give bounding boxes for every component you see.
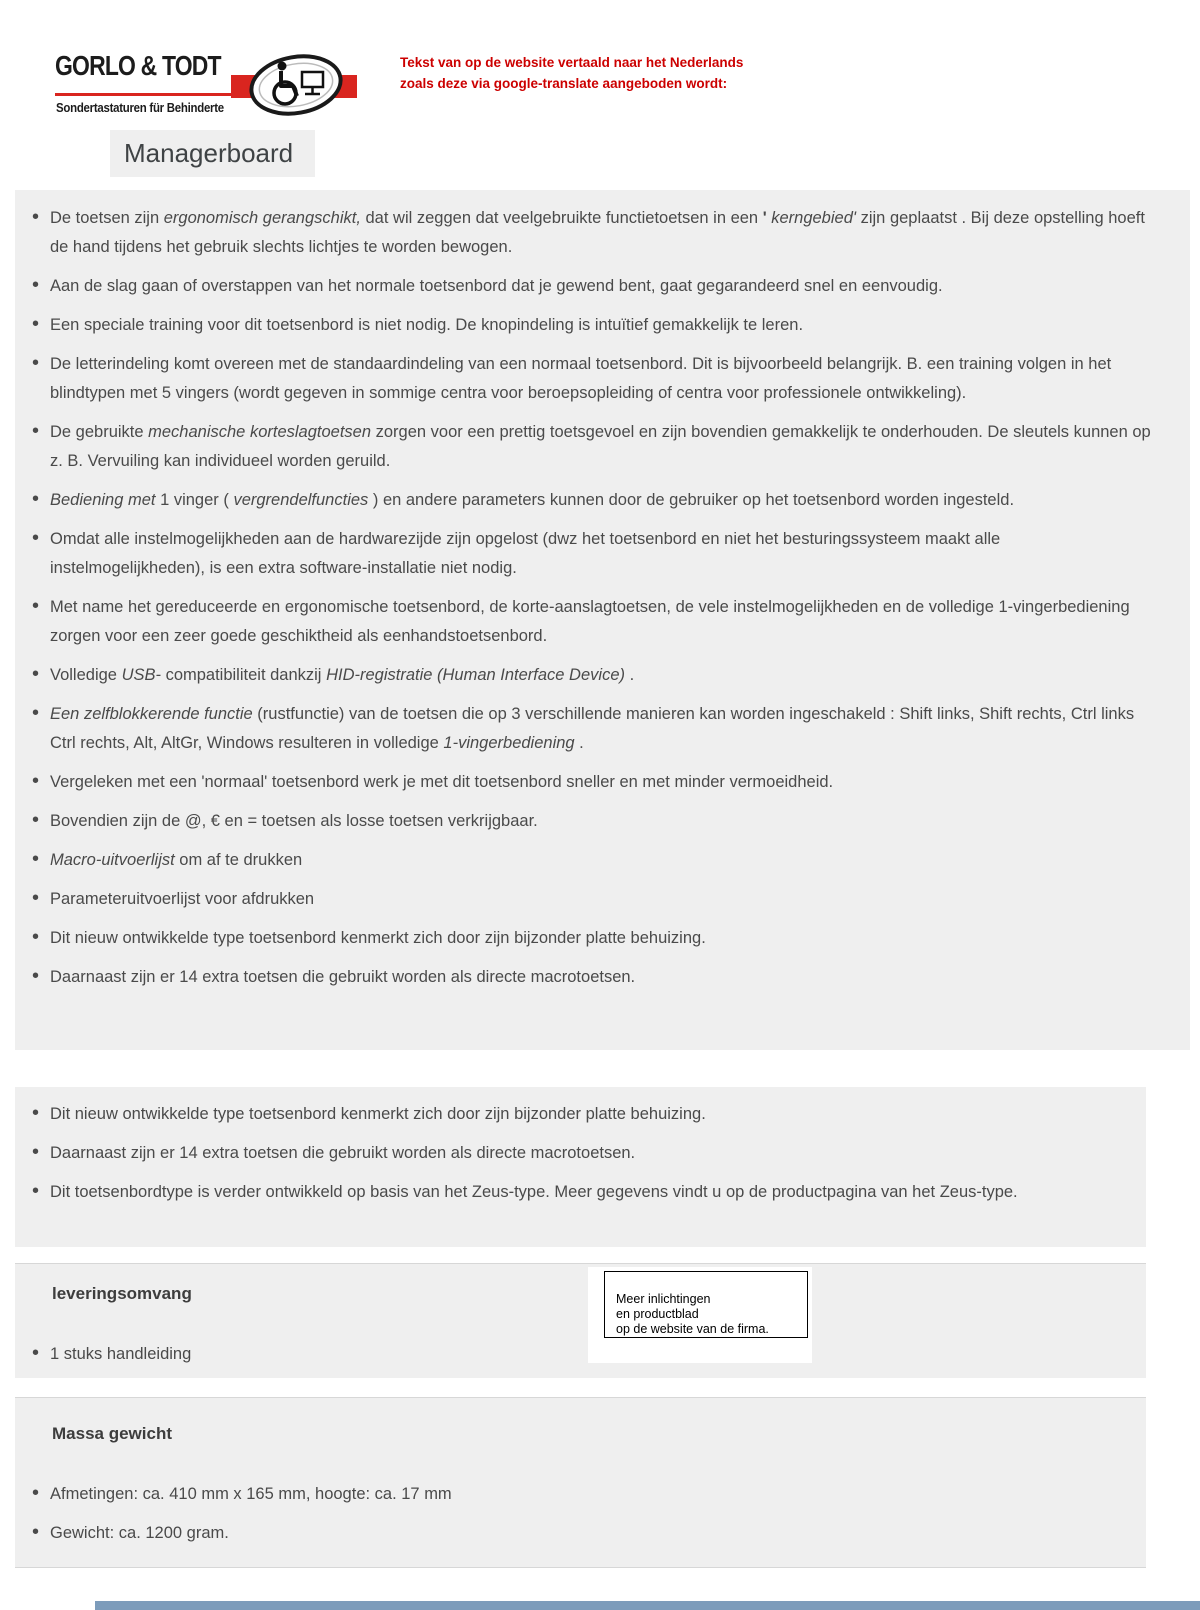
list-item: • Vergeleken met een 'normaal' toetsenbord werk je met dit toetsenbord sneller en met minder vermoeidheid. xyxy=(15,768,1154,797)
list-item: • De gebruikte mechanische korteslagtoetsen zorgen voor een prettig toetsgevoel en zijn bovendien gemakkelijk te onderhouden. De sleutels kunnen op z. B. Vervuiling kan individueel worden geruild. xyxy=(15,418,1154,476)
list-item: • Afmetingen: ca. 410 mm x 165 mm, hoogte: ca. 17 mm xyxy=(15,1480,1110,1509)
list-item: • Een speciale training voor dit toetsenbord is niet nodig. De knopindeling is intuïtief gemakkelijk te leren. xyxy=(15,311,1154,340)
translation-note-line1: Tekst van op de website vertaald naar het Nederlands xyxy=(400,55,744,70)
list-item: • 1 stuks handleiding xyxy=(15,1340,1110,1369)
list-item: • Met name het gereduceerde en ergonomische toetsenbord, de korte-aanslagtoetsen, de vele instelmogelijkheden en de volledige 1-vingerbediening zorgen voor een zeer goede geschiktheid als eenhandstoetsenbord. xyxy=(15,593,1154,651)
info-box-line: Meer inlichtingen xyxy=(616,1292,711,1306)
info-box xyxy=(588,1267,812,1363)
list-item: • Een zelfblokkerende functie (rustfunctie) van de toetsen die op 3 verschillende manieren kan worden ingeschakeld : Shift links, Shift rechts, Ctrl links Ctrl rechts, Alt, AltGr, Windows resulteren in volledige 1-vingerbediening . xyxy=(15,700,1154,758)
list-item: • Macro-uitvoerlijst om af te drukken xyxy=(15,846,1154,875)
list-item: • Parameteruitvoerlijst voor afdrukken xyxy=(15,885,1154,914)
feature-list-primary xyxy=(15,204,1154,992)
info-box-line: en productblad xyxy=(616,1307,699,1321)
list-item: • Gewicht: ca. 1200 gram. xyxy=(15,1519,1110,1548)
header xyxy=(0,0,1200,125)
list-item: • Omdat alle instelmogelijkheden aan de hardwarezijde zijn opgelost (dwz het toetsenbord en niet het besturingssysteem maakt alle instelmogelijkheden), is een extra software-installatie niet nodig. xyxy=(15,525,1154,583)
horizontal-scrollbar[interactable] xyxy=(95,1601,1200,1610)
delivery-list xyxy=(15,1340,1110,1369)
list-item: • Daarnaast zijn er 14 extra toetsen die gebruikt worden als directe macrotoetsen. xyxy=(15,963,1154,992)
logo-subtitle: Sondertastaturen für Behinderte xyxy=(56,100,224,115)
logo-underline xyxy=(55,93,231,96)
feature-list-secondary xyxy=(15,1100,1110,1207)
list-item: • Dit nieuw ontwikkelde type toetsenbord kenmerkt zich door zijn bijzonder platte behuizing. xyxy=(15,924,1154,953)
wheelchair-computer-icon xyxy=(248,52,344,118)
list-item: • Bovendien zijn de @, € en = toetsen als losse toetsen verkrijgbaar. xyxy=(15,807,1154,836)
list-item: • Dit nieuw ontwikkelde type toetsenbord kenmerkt zich door zijn bijzonder platte behuizing. xyxy=(15,1100,1110,1129)
list-item: • De letterindeling komt overeen met de standaardindeling van een normaal toetsenbord. Dit is bijvoorbeeld belangrijk. B. een training volgen in het blindtypen met 5 vingers (wordt gegeven in sommige centra voor beroepsopleiding of centra voor professionele ontwikkeling). xyxy=(15,350,1154,408)
mass-weight-heading: Massa gewicht xyxy=(52,1424,172,1443)
translation-note xyxy=(400,52,743,94)
mass-weight-section xyxy=(15,1397,1146,1568)
logo-title: GORLO & TODT xyxy=(55,50,221,81)
delivery-heading: leveringsomvang xyxy=(52,1284,192,1303)
features-panel-secondary xyxy=(15,1087,1146,1247)
info-box-line: op de website van de firma. xyxy=(616,1322,769,1336)
translation-note-line2: zoals deze via google-translate aangeboden wordt: xyxy=(400,76,728,91)
list-item: • Bediening met 1 vinger ( vergrendelfuncties ) en andere parameters kunnen door de gebruiker op het toetsenbord worden ingesteld. xyxy=(15,486,1154,515)
page-title: Managerboard xyxy=(110,130,315,177)
list-item: • Volledige USB- compatibiliteit dankzij HID-registratie (Human Interface Device) . xyxy=(15,661,1154,690)
list-item: • Aan de slag gaan of overstappen van het normale toetsenbord dat je gewend bent, gaat gegarandeerd snel en eenvoudig. xyxy=(15,272,1154,301)
info-box-frame xyxy=(604,1271,808,1338)
features-panel-primary xyxy=(15,190,1190,1050)
list-item: • De toetsen zijn ergonomisch gerangschikt, dat wil zeggen dat veelgebruikte functietoetsen in een ' kerngebied' zijn geplaatst . Bij deze opstelling hoeft de hand tijdens het gebruik slechts lichtjes te worden bewogen. xyxy=(15,204,1154,262)
list-item: • Dit toetsenbordtype is verder ontwikkeld op basis van het Zeus-type. Meer gegevens vindt u op de productpagina van het Zeus-type. xyxy=(15,1178,1110,1207)
list-item: • Daarnaast zijn er 14 extra toetsen die gebruikt worden als directe macrotoetsen. xyxy=(15,1139,1110,1168)
delivery-section xyxy=(15,1263,1146,1378)
mass-weight-list xyxy=(15,1480,1110,1548)
